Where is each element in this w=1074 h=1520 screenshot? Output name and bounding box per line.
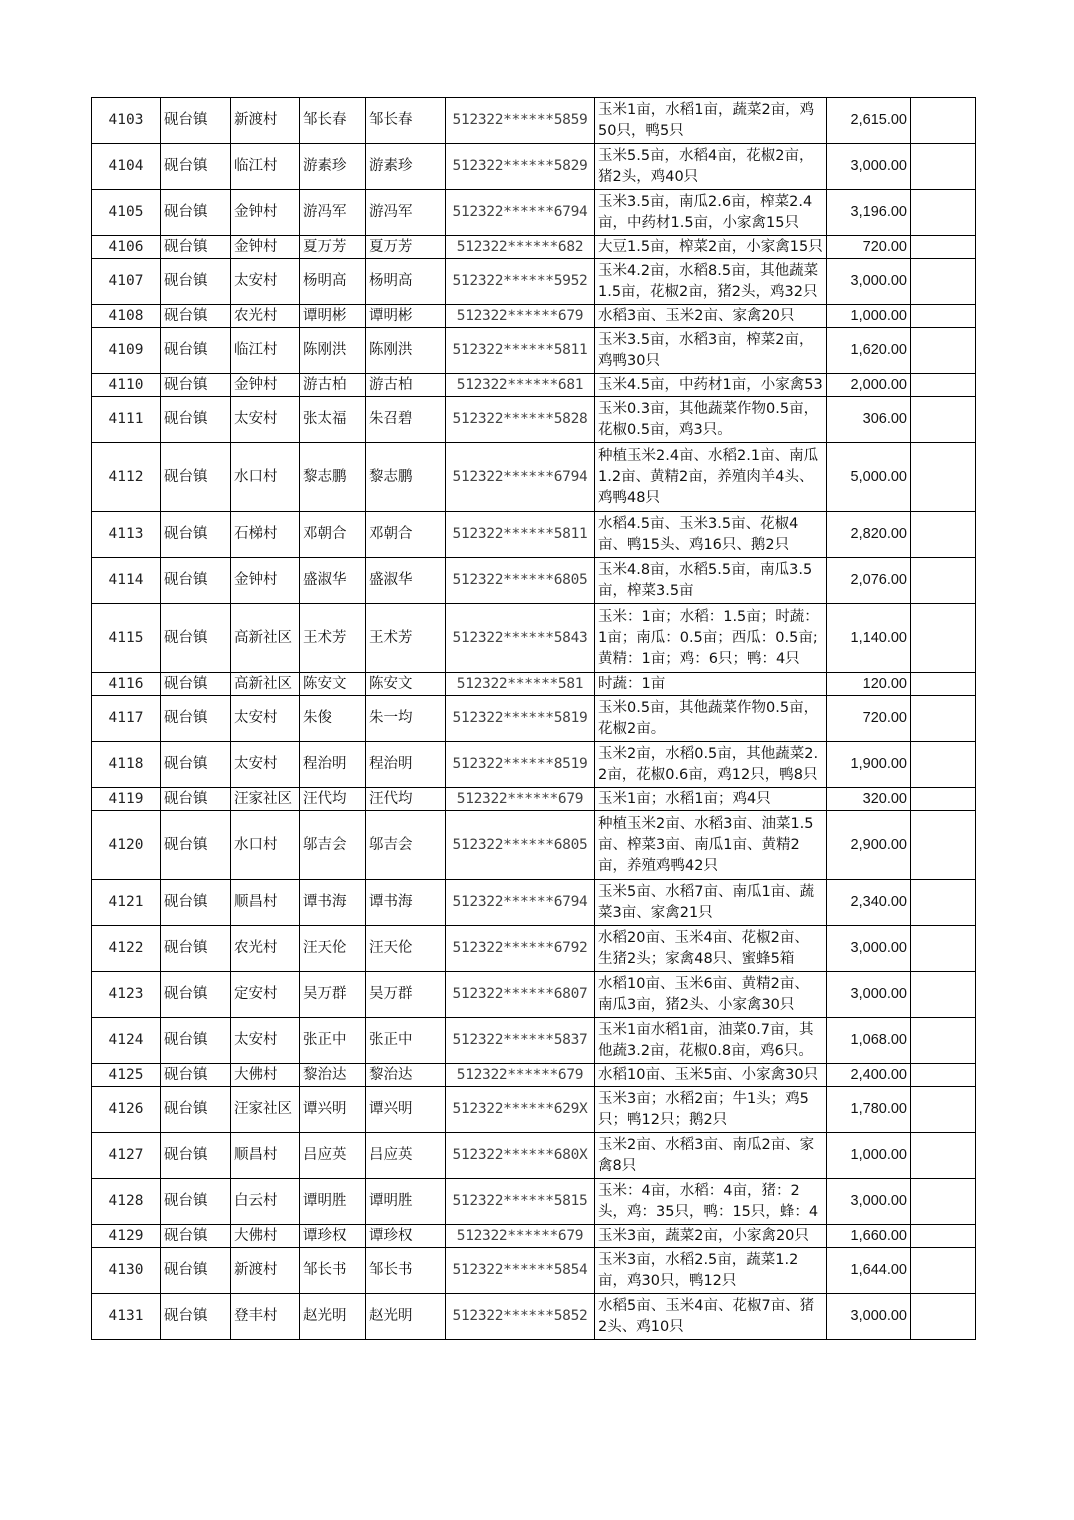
amount-cell: 3,000.00 (827, 926, 911, 972)
village-cell: 金钟村 (231, 374, 300, 397)
town-cell: 砚台镇 (161, 926, 231, 972)
production-description-cell: 水稻10亩、玉米6亩、黄精2亩、南瓜3亩，猪2头、小家禽30只 (595, 972, 827, 1018)
account-holder-cell: 吕应英 (366, 1133, 446, 1179)
account-holder-cell: 朱召碧 (366, 397, 446, 443)
id-number-cell: 512322******679 (446, 305, 595, 328)
amount-cell: 1,620.00 (827, 328, 911, 374)
remarks-cell (911, 1064, 976, 1087)
name-cell: 汪天伦 (300, 926, 366, 972)
row-number-cell: 4129 (92, 1225, 161, 1248)
village-cell: 金钟村 (231, 236, 300, 259)
row-number-cell: 4118 (92, 742, 161, 788)
row-number-cell: 4127 (92, 1133, 161, 1179)
row-number-cell: 4115 (92, 604, 161, 673)
table-row (92, 696, 976, 742)
row-number-cell: 4110 (92, 374, 161, 397)
town-cell: 砚台镇 (161, 1133, 231, 1179)
village-cell: 临江村 (231, 144, 300, 190)
id-number-cell: 512322******6794 (446, 190, 595, 236)
table-row (92, 1179, 976, 1225)
town-cell: 砚台镇 (161, 972, 231, 1018)
amount-cell: 720.00 (827, 236, 911, 259)
table-row (92, 144, 976, 190)
production-description-cell: 种植玉米2亩、水稻3亩、油菜1.5亩、榨菜3亩、南瓜1亩、黄精2亩，养殖鸡鸭42只 (595, 811, 827, 880)
table-body (92, 98, 976, 1340)
production-description-cell: 玉米2亩，水稻0.5亩，其他蔬菜2.2亩，花椒0.6亩，鸡12只，鸭8只 (595, 742, 827, 788)
remarks-cell (911, 788, 976, 811)
remarks-cell (911, 374, 976, 397)
town-cell: 砚台镇 (161, 259, 231, 305)
production-description-cell: 水稻3亩、玉米2亩、家禽20只 (595, 305, 827, 328)
account-holder-cell: 汪代均 (366, 788, 446, 811)
row-number-cell: 4120 (92, 811, 161, 880)
amount-cell: 306.00 (827, 397, 911, 443)
name-cell: 赵光明 (300, 1294, 366, 1340)
row-number-cell: 4117 (92, 696, 161, 742)
remarks-cell (911, 1133, 976, 1179)
town-cell: 砚台镇 (161, 328, 231, 374)
account-holder-cell: 谭书海 (366, 880, 446, 926)
table-row (92, 190, 976, 236)
village-cell: 高新社区 (231, 673, 300, 696)
town-cell: 砚台镇 (161, 98, 231, 144)
account-holder-cell: 邹长书 (366, 1248, 446, 1294)
id-number-cell: 512322******629X (446, 1087, 595, 1133)
remarks-cell (911, 811, 976, 880)
amount-cell: 720.00 (827, 696, 911, 742)
town-cell: 砚台镇 (161, 305, 231, 328)
name-cell: 游冯军 (300, 190, 366, 236)
account-holder-cell: 杨明高 (366, 259, 446, 305)
amount-cell: 3,000.00 (827, 259, 911, 305)
id-number-cell: 512322******6805 (446, 558, 595, 604)
village-cell: 太安村 (231, 259, 300, 305)
remarks-cell (911, 236, 976, 259)
id-number-cell: 512322******5952 (446, 259, 595, 305)
name-cell: 邓朝合 (300, 512, 366, 558)
production-description-cell: 玉米0.3亩，其他蔬菜作物0.5亩，花椒0.5亩，鸡3只。 (595, 397, 827, 443)
table-row (92, 328, 976, 374)
town-cell: 砚台镇 (161, 880, 231, 926)
id-number-cell: 512322******682 (446, 236, 595, 259)
account-holder-cell: 程治明 (366, 742, 446, 788)
amount-cell: 1,068.00 (827, 1018, 911, 1064)
village-cell: 金钟村 (231, 558, 300, 604)
village-cell: 石梯村 (231, 512, 300, 558)
row-number-cell: 4106 (92, 236, 161, 259)
table-row (92, 673, 976, 696)
account-holder-cell: 吴万群 (366, 972, 446, 1018)
village-cell: 水口村 (231, 811, 300, 880)
remarks-cell (911, 1179, 976, 1225)
village-cell: 新渡村 (231, 98, 300, 144)
name-cell: 陈刚洪 (300, 328, 366, 374)
production-description-cell: 玉米3亩，蔬菜2亩，小家禽20只 (595, 1225, 827, 1248)
production-description-cell: 玉米2亩、水稻3亩、南瓜2亩、家禽8只 (595, 1133, 827, 1179)
name-cell: 谭书海 (300, 880, 366, 926)
table-row (92, 788, 976, 811)
name-cell: 张正中 (300, 1018, 366, 1064)
village-cell: 农光村 (231, 305, 300, 328)
remarks-cell (911, 1225, 976, 1248)
account-holder-cell: 王术芳 (366, 604, 446, 673)
production-description-cell: 种植玉米2.4亩、水稻2.1亩、南瓜1.2亩、黄精2亩，养殖肉羊4头、鸡鸭48只 (595, 443, 827, 512)
id-number-cell: 512322******5815 (446, 1179, 595, 1225)
remarks-cell (911, 512, 976, 558)
production-description-cell: 大豆1.5亩，榨菜2亩，小家禽15只 (595, 236, 827, 259)
village-cell: 登丰村 (231, 1294, 300, 1340)
id-number-cell: 512322******6794 (446, 880, 595, 926)
production-description-cell: 水稻20亩、玉米4亩、花椒2亩、生猪2头；家禽48只、蜜蜂5箱 (595, 926, 827, 972)
name-cell: 陈安文 (300, 673, 366, 696)
name-cell: 游古柏 (300, 374, 366, 397)
row-number-cell: 4112 (92, 443, 161, 512)
table-row (92, 742, 976, 788)
production-description-cell: 玉米4.8亩，水稻5.5亩，南瓜3.5亩，榨菜3.5亩 (595, 558, 827, 604)
row-number-cell: 4119 (92, 788, 161, 811)
town-cell: 砚台镇 (161, 1248, 231, 1294)
id-number-cell: 512322******6794 (446, 443, 595, 512)
account-holder-cell: 陈安文 (366, 673, 446, 696)
amount-cell: 3,000.00 (827, 1179, 911, 1225)
amount-cell: 2,340.00 (827, 880, 911, 926)
id-number-cell: 512322******581 (446, 673, 595, 696)
row-number-cell: 4125 (92, 1064, 161, 1087)
row-number-cell: 4107 (92, 259, 161, 305)
table-row (92, 558, 976, 604)
production-description-cell: 玉米：1亩；水稻：1.5亩；时蔬：1亩；南瓜：0.5亩；西瓜：0.5亩;黄精：1亩；鸡：6只；鸭：4只 (595, 604, 827, 673)
id-number-cell: 512322******6792 (446, 926, 595, 972)
name-cell: 王术芳 (300, 604, 366, 673)
table-row (92, 972, 976, 1018)
name-cell: 游素珍 (300, 144, 366, 190)
amount-cell: 320.00 (827, 788, 911, 811)
remarks-cell (911, 696, 976, 742)
amount-cell: 2,820.00 (827, 512, 911, 558)
town-cell: 砚台镇 (161, 1087, 231, 1133)
remarks-cell (911, 558, 976, 604)
town-cell: 砚台镇 (161, 558, 231, 604)
remarks-cell (911, 1018, 976, 1064)
amount-cell: 2,076.00 (827, 558, 911, 604)
remarks-cell (911, 259, 976, 305)
row-number-cell: 4113 (92, 512, 161, 558)
production-description-cell: 玉米：4亩，水稻：4亩，猪：2头，鸡：35只，鸭：15只，蜂：4 (595, 1179, 827, 1225)
row-number-cell: 4114 (92, 558, 161, 604)
remarks-cell (911, 443, 976, 512)
table-row (92, 259, 976, 305)
table-row (92, 305, 976, 328)
village-cell: 大佛村 (231, 1064, 300, 1087)
account-holder-cell: 谭明彬 (366, 305, 446, 328)
name-cell: 张太福 (300, 397, 366, 443)
name-cell: 邹长春 (300, 98, 366, 144)
amount-cell: 2,615.00 (827, 98, 911, 144)
village-cell: 高新社区 (231, 604, 300, 673)
name-cell: 谭明彬 (300, 305, 366, 328)
table-row (92, 397, 976, 443)
village-cell: 临江村 (231, 328, 300, 374)
table-row (92, 1018, 976, 1064)
amount-cell: 120.00 (827, 673, 911, 696)
production-description-cell: 时蔬：1亩 (595, 673, 827, 696)
account-holder-cell: 陈刚洪 (366, 328, 446, 374)
village-cell: 汪家社区 (231, 1087, 300, 1133)
village-cell: 顺昌村 (231, 1133, 300, 1179)
town-cell: 砚台镇 (161, 1064, 231, 1087)
amount-cell: 1,000.00 (827, 1133, 911, 1179)
remarks-cell (911, 742, 976, 788)
row-number-cell: 4111 (92, 397, 161, 443)
town-cell: 砚台镇 (161, 1294, 231, 1340)
village-cell: 顺昌村 (231, 880, 300, 926)
name-cell: 谭珍权 (300, 1225, 366, 1248)
village-cell: 白云村 (231, 1179, 300, 1225)
id-number-cell: 512322******5829 (446, 144, 595, 190)
remarks-cell (911, 144, 976, 190)
remarks-cell (911, 397, 976, 443)
village-cell: 水口村 (231, 443, 300, 512)
row-number-cell: 4108 (92, 305, 161, 328)
account-holder-cell: 邓朝合 (366, 512, 446, 558)
table-row (92, 604, 976, 673)
table-row (92, 880, 976, 926)
row-number-cell: 4124 (92, 1018, 161, 1064)
amount-cell: 1,140.00 (827, 604, 911, 673)
row-number-cell: 4123 (92, 972, 161, 1018)
town-cell: 砚台镇 (161, 1225, 231, 1248)
account-holder-cell: 游古柏 (366, 374, 446, 397)
row-number-cell: 4109 (92, 328, 161, 374)
remarks-cell (911, 1294, 976, 1340)
row-number-cell: 4131 (92, 1294, 161, 1340)
production-description-cell: 玉米5亩、水稻7亩、南瓜1亩、蔬菜3亩、家禽21只 (595, 880, 827, 926)
village-cell: 太安村 (231, 397, 300, 443)
table-row (92, 1294, 976, 1340)
village-cell: 大佛村 (231, 1225, 300, 1248)
production-description-cell: 水稻5亩、玉米4亩、花椒7亩、猪2头、鸡10只 (595, 1294, 827, 1340)
village-cell: 太安村 (231, 1018, 300, 1064)
table-row (92, 1248, 976, 1294)
amount-cell: 2,400.00 (827, 1064, 911, 1087)
name-cell: 谭明胜 (300, 1179, 366, 1225)
village-cell: 汪家社区 (231, 788, 300, 811)
account-holder-cell: 邹长春 (366, 98, 446, 144)
production-description-cell: 玉米3.5亩，南瓜2.6亩，榨菜2.4亩，中药材1.5亩，小家禽15只 (595, 190, 827, 236)
town-cell: 砚台镇 (161, 236, 231, 259)
amount-cell: 3,000.00 (827, 972, 911, 1018)
production-description-cell: 玉米3亩，水稻2.5亩，蔬菜1.2亩，鸡30只，鸭12只 (595, 1248, 827, 1294)
town-cell: 砚台镇 (161, 673, 231, 696)
row-number-cell: 4103 (92, 98, 161, 144)
table-row (92, 512, 976, 558)
id-number-cell: 512322******5859 (446, 98, 595, 144)
production-description-cell: 玉米1亩；水稻1亩；鸡4只 (595, 788, 827, 811)
row-number-cell: 4105 (92, 190, 161, 236)
name-cell: 朱俊 (300, 696, 366, 742)
name-cell: 程治明 (300, 742, 366, 788)
town-cell: 砚台镇 (161, 811, 231, 880)
row-number-cell: 4116 (92, 673, 161, 696)
row-number-cell: 4126 (92, 1087, 161, 1133)
village-cell: 新渡村 (231, 1248, 300, 1294)
remarks-cell (911, 1248, 976, 1294)
remarks-cell (911, 1087, 976, 1133)
production-description-cell: 玉米0.5亩，其他蔬菜作物0.5亩，花椒2亩。 (595, 696, 827, 742)
id-number-cell: 512322******679 (446, 1225, 595, 1248)
account-holder-cell: 游冯军 (366, 190, 446, 236)
remarks-cell (911, 305, 976, 328)
table-row (92, 443, 976, 512)
remarks-cell (911, 328, 976, 374)
town-cell: 砚台镇 (161, 696, 231, 742)
amount-cell: 1,780.00 (827, 1087, 911, 1133)
table-row (92, 1225, 976, 1248)
village-cell: 金钟村 (231, 190, 300, 236)
account-holder-cell: 谭珍权 (366, 1225, 446, 1248)
table-row (92, 926, 976, 972)
town-cell: 砚台镇 (161, 190, 231, 236)
town-cell: 砚台镇 (161, 512, 231, 558)
town-cell: 砚台镇 (161, 144, 231, 190)
amount-cell: 1,644.00 (827, 1248, 911, 1294)
account-holder-cell: 汪天伦 (366, 926, 446, 972)
amount-cell: 5,000.00 (827, 443, 911, 512)
account-holder-cell: 谭明胜 (366, 1179, 446, 1225)
table-row (92, 374, 976, 397)
village-cell: 农光村 (231, 926, 300, 972)
name-cell: 盛淑华 (300, 558, 366, 604)
amount-cell: 1,000.00 (827, 305, 911, 328)
id-number-cell: 512322******5852 (446, 1294, 595, 1340)
table-row (92, 98, 976, 144)
row-number-cell: 4122 (92, 926, 161, 972)
account-holder-cell: 赵光明 (366, 1294, 446, 1340)
id-number-cell: 512322******6805 (446, 811, 595, 880)
name-cell: 邹长书 (300, 1248, 366, 1294)
amount-cell: 3,000.00 (827, 1294, 911, 1340)
production-description-cell: 玉米5.5亩，水稻4亩，花椒2亩，猪2头，鸡40只 (595, 144, 827, 190)
id-number-cell: 512322******6807 (446, 972, 595, 1018)
account-holder-cell: 朱一均 (366, 696, 446, 742)
town-cell: 砚台镇 (161, 1179, 231, 1225)
account-holder-cell: 张正中 (366, 1018, 446, 1064)
name-cell: 杨明高 (300, 259, 366, 305)
production-description-cell: 水稻4.5亩、玉米3.5亩、花椒4亩、鸭15头、鸡16只、鹅2只 (595, 512, 827, 558)
amount-cell: 1,900.00 (827, 742, 911, 788)
village-cell: 定安村 (231, 972, 300, 1018)
village-cell: 太安村 (231, 742, 300, 788)
town-cell: 砚台镇 (161, 374, 231, 397)
amount-cell: 3,196.00 (827, 190, 911, 236)
name-cell: 夏万芳 (300, 236, 366, 259)
records-table (91, 97, 976, 1340)
name-cell: 吴万群 (300, 972, 366, 1018)
account-holder-cell: 谭兴明 (366, 1087, 446, 1133)
id-number-cell: 512322******680X (446, 1133, 595, 1179)
row-number-cell: 4121 (92, 880, 161, 926)
production-description-cell: 玉米4.2亩，水稻8.5亩，其他蔬菜1.5亩，花椒2亩，猪2头，鸡32只 (595, 259, 827, 305)
account-holder-cell: 黎治达 (366, 1064, 446, 1087)
remarks-cell (911, 926, 976, 972)
name-cell: 黎志鹏 (300, 443, 366, 512)
remarks-cell (911, 673, 976, 696)
account-holder-cell: 夏万芳 (366, 236, 446, 259)
remarks-cell (911, 880, 976, 926)
id-number-cell: 512322******5843 (446, 604, 595, 673)
remarks-cell (911, 604, 976, 673)
id-number-cell: 512322******679 (446, 788, 595, 811)
id-number-cell: 512322******8519 (446, 742, 595, 788)
amount-cell: 2,900.00 (827, 811, 911, 880)
remarks-cell (911, 972, 976, 1018)
table-row (92, 811, 976, 880)
account-holder-cell: 邬吉会 (366, 811, 446, 880)
name-cell: 吕应英 (300, 1133, 366, 1179)
remarks-cell (911, 98, 976, 144)
amount-cell: 1,660.00 (827, 1225, 911, 1248)
town-cell: 砚台镇 (161, 604, 231, 673)
production-description-cell: 玉米4.5亩，中药材1亩，小家禽53 (595, 374, 827, 397)
name-cell: 汪代均 (300, 788, 366, 811)
id-number-cell: 512322******5819 (446, 696, 595, 742)
table-row (92, 1133, 976, 1179)
id-number-cell: 512322******5837 (446, 1018, 595, 1064)
production-description-cell: 玉米1亩水稻1亩，油菜0.7亩，其他蔬3.2亩，花椒0.8亩，鸡6只。 (595, 1018, 827, 1064)
table-row (92, 1087, 976, 1133)
account-holder-cell: 盛淑华 (366, 558, 446, 604)
id-number-cell: 512322******5854 (446, 1248, 595, 1294)
id-number-cell: 512322******5811 (446, 512, 595, 558)
id-number-cell: 512322******5811 (446, 328, 595, 374)
production-description-cell: 玉米3亩；水稻2亩；牛1头；鸡5只；鸭12只；鹅2只 (595, 1087, 827, 1133)
name-cell: 邬吉会 (300, 811, 366, 880)
production-description-cell: 玉米3.5亩，水稻3亩，榨菜2亩，鸡鸭30只 (595, 328, 827, 374)
row-number-cell: 4104 (92, 144, 161, 190)
town-cell: 砚台镇 (161, 788, 231, 811)
production-description-cell: 玉米1亩，水稻1亩，蔬菜2亩，鸡50只，鸭5只 (595, 98, 827, 144)
id-number-cell: 512322******679 (446, 1064, 595, 1087)
amount-cell: 3,000.00 (827, 144, 911, 190)
town-cell: 砚台镇 (161, 443, 231, 512)
id-number-cell: 512322******5828 (446, 397, 595, 443)
production-description-cell: 水稻10亩、玉米5亩、小家禽30只 (595, 1064, 827, 1087)
table-row (92, 1064, 976, 1087)
table-row (92, 236, 976, 259)
name-cell: 黎治达 (300, 1064, 366, 1087)
id-number-cell: 512322******681 (446, 374, 595, 397)
account-holder-cell: 黎志鹏 (366, 443, 446, 512)
village-cell: 太安村 (231, 696, 300, 742)
town-cell: 砚台镇 (161, 1018, 231, 1064)
remarks-cell (911, 190, 976, 236)
amount-cell: 2,000.00 (827, 374, 911, 397)
town-cell: 砚台镇 (161, 742, 231, 788)
row-number-cell: 4128 (92, 1179, 161, 1225)
town-cell: 砚台镇 (161, 397, 231, 443)
account-holder-cell: 游素珍 (366, 144, 446, 190)
name-cell: 谭兴明 (300, 1087, 366, 1133)
row-number-cell: 4130 (92, 1248, 161, 1294)
